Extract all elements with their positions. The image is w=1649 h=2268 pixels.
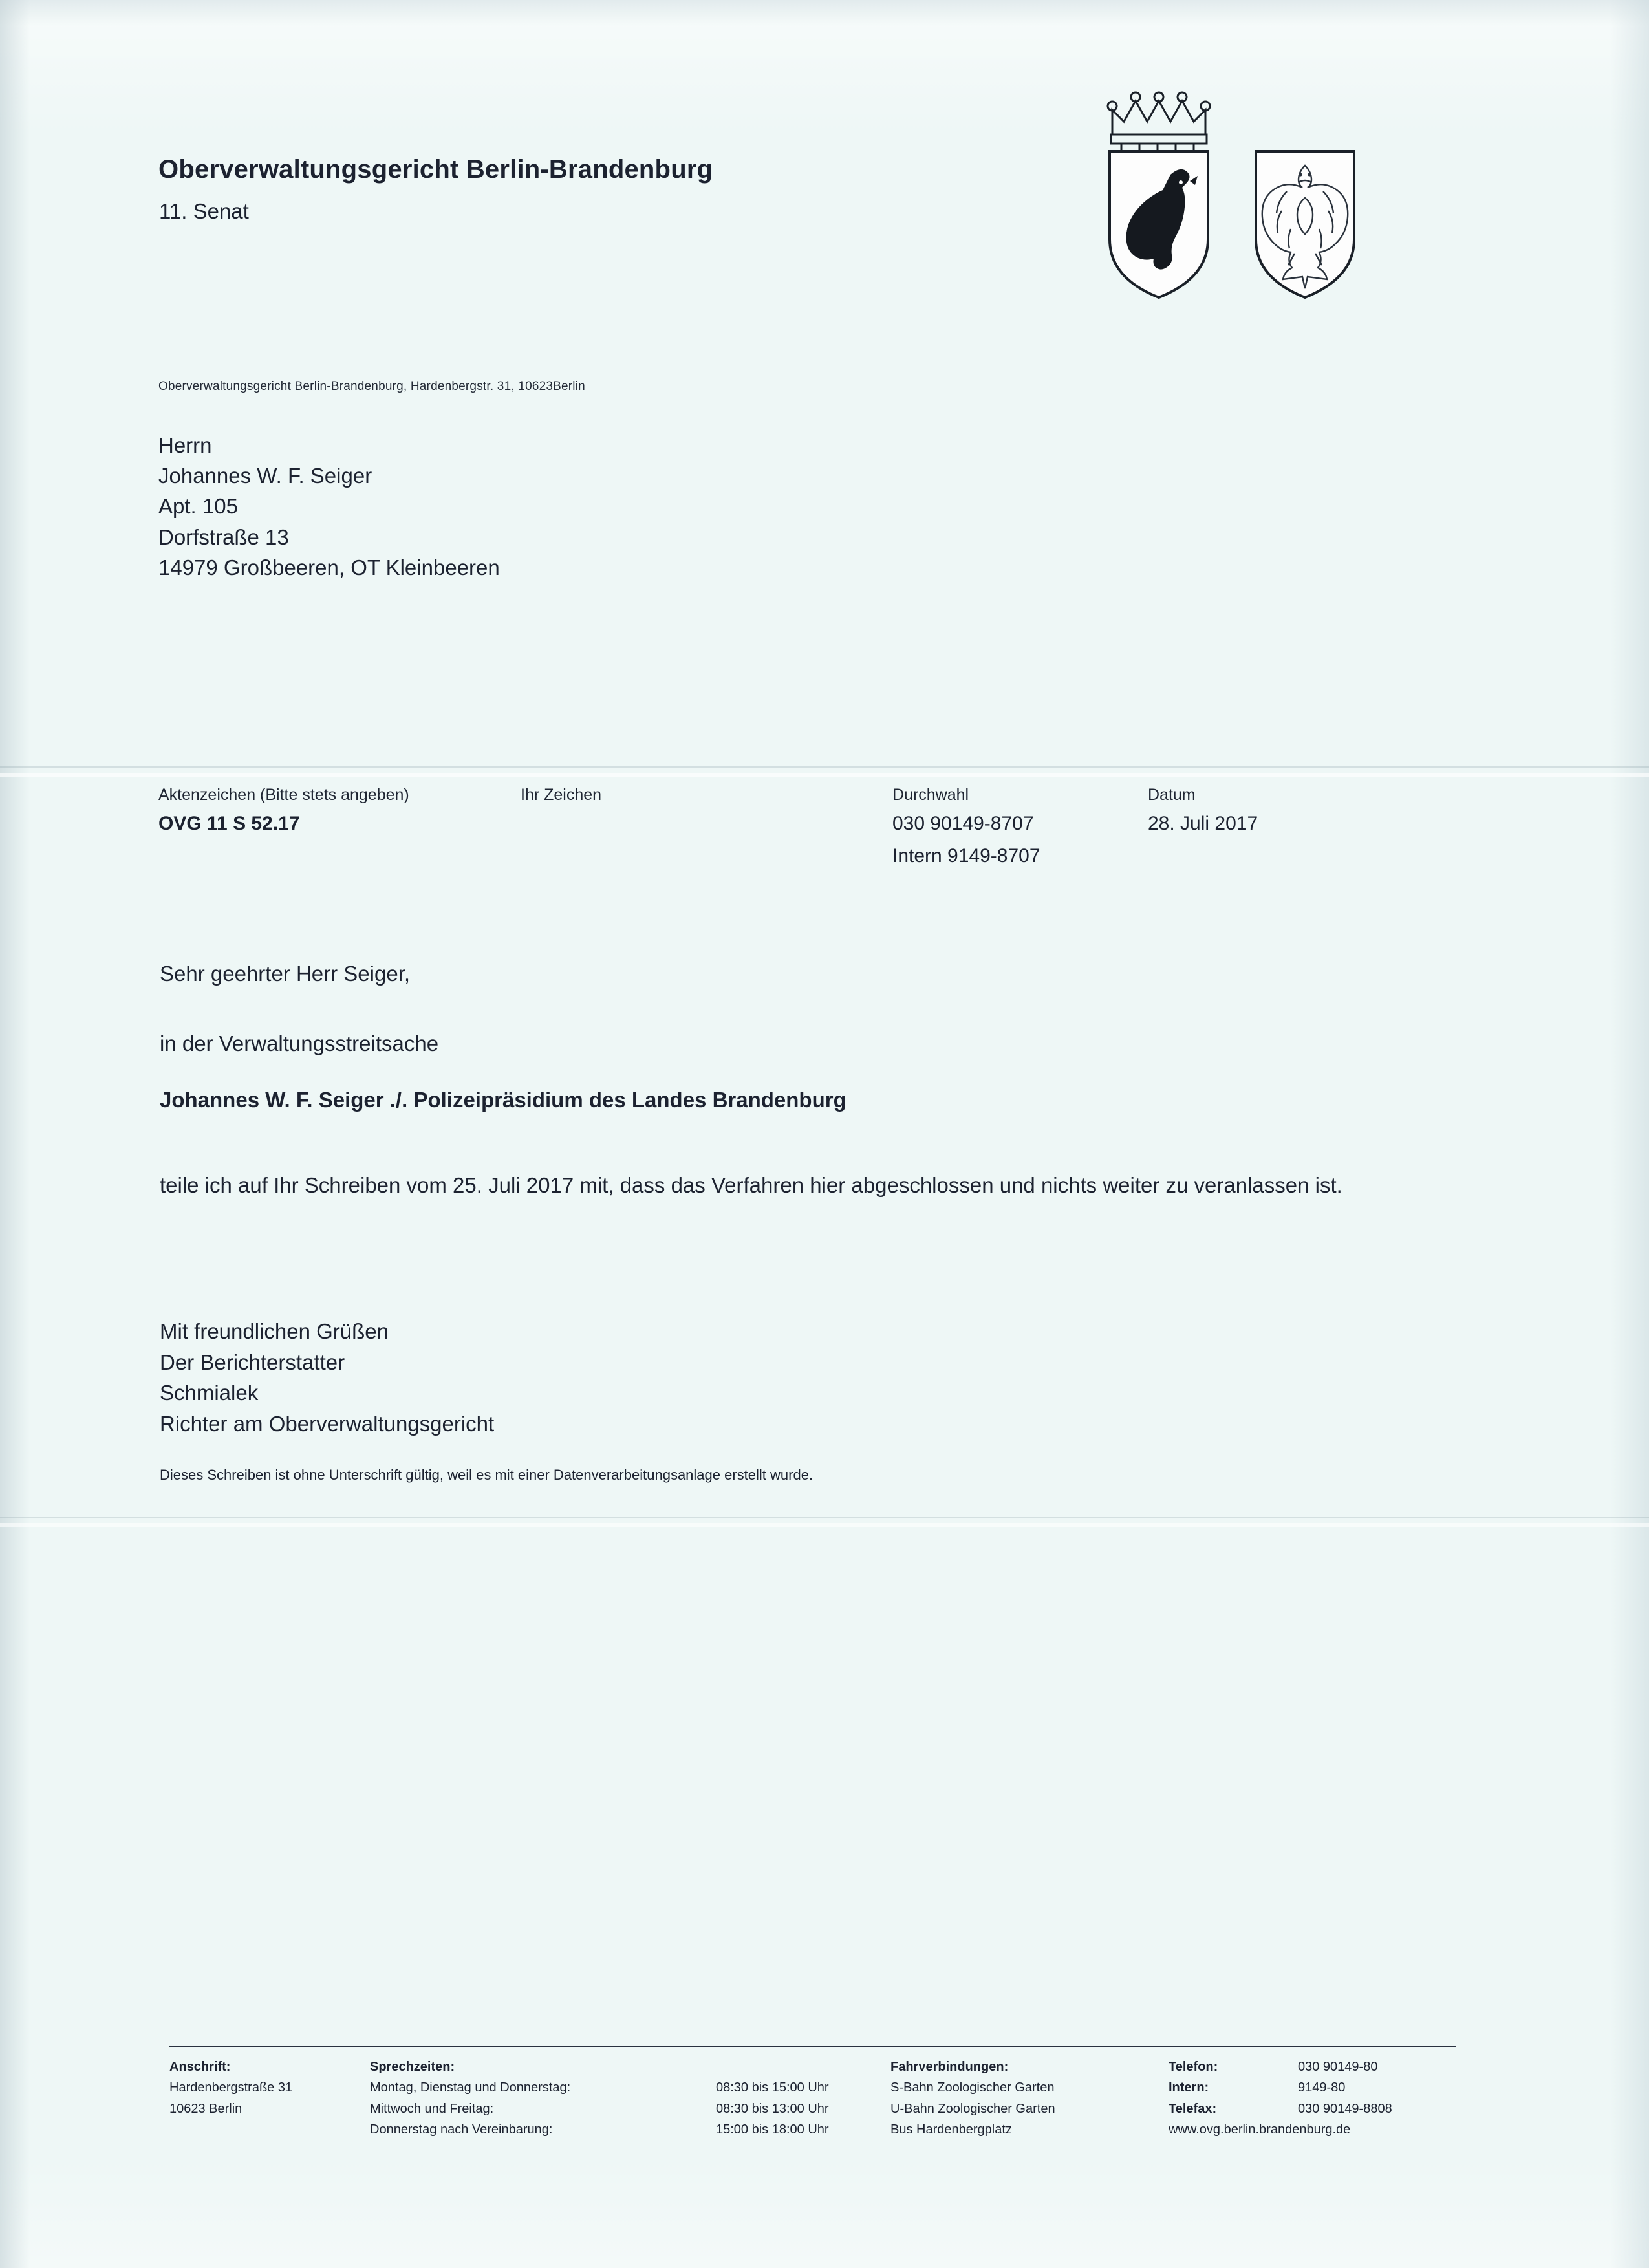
scan-fold-highlight-lower <box>0 1523 1649 1527</box>
closing-greeting: Mit freundlichen Grüßen <box>160 1319 389 1343</box>
recipient-apartment: Apt. 105 <box>158 494 238 519</box>
footer-phone-label: Telefon: <box>1169 2060 1218 2074</box>
closing-block <box>160 1316 494 1439</box>
scan-fold-highlight-upper <box>0 773 1649 777</box>
recipient-address-block <box>158 430 500 583</box>
file-number-label: Aktenzeichen (Bitte stets angeben) <box>158 786 409 804</box>
recipient-name: Johannes W. F. Seiger <box>158 464 372 488</box>
date-label: Datum <box>1148 786 1196 804</box>
footer-transit-ubahn: U-Bahn Zoologischer Garten <box>890 2101 1055 2116</box>
direct-dial-label: Durchwahl <box>892 786 969 804</box>
letter-paragraph: teile ich auf Ihr Schreiben vom 25. Juli 2017 mit, dass das Verfahren hier abgeschlossen und nichts weiter zu veranlassen ist. <box>160 1173 1342 1197</box>
footer-website[interactable]: www.ovg.berlin.brandenburg.de <box>1169 2122 1351 2137</box>
scan-edge-top <box>0 0 1649 26</box>
footer-hours-day-3: Donnerstag nach Vereinbarung: <box>370 2122 553 2137</box>
footer-divider <box>169 2046 1456 2047</box>
footer-hours-time-1: 08:30 bis 15:00 Uhr <box>716 2080 829 2095</box>
berlin-bear-shield <box>1110 151 1208 297</box>
closing-role-rapporteur: Der Berichterstatter <box>160 1350 345 1374</box>
footer-hours-day-1: Montag, Dienstag und Donnerstag: <box>370 2080 571 2095</box>
footer-transit-bus: Bus Hardenbergplatz <box>890 2122 1012 2137</box>
recipient-street: Dorfstraße 13 <box>158 524 289 549</box>
your-reference-label: Ihr Zeichen <box>521 786 602 804</box>
footer-address-street: Hardenbergstraße 31 <box>169 2080 293 2095</box>
footer-hours-times-column <box>716 2057 871 2141</box>
scan-fold-line-upper <box>0 766 1649 768</box>
no-signature-note: Dieses Schreiben ist ohne Unterschrift gültig, weil es mit einer Datenverarbeitungsanlage erstellt wurde. <box>160 1467 814 1483</box>
footer-hours-time-3: 15:00 bis 18:00 Uhr <box>716 2122 829 2137</box>
scan-edge-left <box>0 0 30 2268</box>
footer-transit-heading: Fahrverbindungen: <box>890 2060 1009 2074</box>
footer-hours-heading: Sprechzeiten: <box>370 2060 455 2074</box>
closing-signer-title: Richter am Oberverwaltungsgericht <box>160 1411 495 1436</box>
direct-dial-value: 030 90149-8707 <box>892 813 1034 834</box>
scan-edge-right <box>1610 0 1649 2268</box>
crown-icon <box>1108 92 1210 151</box>
matter-intro-line: in der Verwaltungsstreitsache <box>160 1031 439 1055</box>
sender-return-address: Oberverwaltungsgericht Berlin-Brandenburg, Hardenbergstr. 31, 10623Berlin <box>158 380 585 393</box>
file-number-value: OVG 11 S 52.17 <box>158 813 300 834</box>
case-parties-line: Johannes W. F. Seiger ./. Polizeipräsidium des Landes Brandenburg <box>160 1088 846 1112</box>
footer-address-heading: Anschrift: <box>169 2060 231 2074</box>
footer-hours-day-2: Mittwoch und Freitag: <box>370 2101 494 2116</box>
footer-contact-values-column <box>1298 2057 1511 2119</box>
recipient-city: 14979 Großbeeren, OT Kleinbeeren <box>158 555 500 579</box>
footer-phone-value: 030 90149-80 <box>1298 2060 1378 2074</box>
footer-address-column <box>169 2057 363 2119</box>
footer-hours-column <box>370 2057 713 2141</box>
footer-address-city: 10623 Berlin <box>169 2101 242 2116</box>
footer-intern-label: Intern: <box>1169 2080 1209 2095</box>
letter-salutation: Sehr geehrter Herr Seiger, <box>160 962 411 986</box>
footer-hours-time-2: 08:30 bis 13:00 Uhr <box>716 2101 829 2116</box>
footer-transit-sbahn: S-Bahn Zoologischer Garten <box>890 2080 1055 2095</box>
recipient-salutation-line: Herrn <box>158 433 212 457</box>
page-title: Oberverwaltungsgericht Berlin-Brandenburg <box>158 155 713 184</box>
coat-of-arms-group <box>1093 84 1455 356</box>
senate-subtitle: 11. Senat <box>159 199 249 223</box>
footer-fax-value: 030 90149-8808 <box>1298 2101 1392 2116</box>
date-value: 28. Juli 2017 <box>1148 813 1258 834</box>
closing-signer-name: Schmialek <box>160 1381 259 1405</box>
internal-dial-value: Intern 9149-8707 <box>892 845 1040 867</box>
scan-fold-line-lower <box>0 1517 1649 1518</box>
footer-intern-value: 9149-80 <box>1298 2080 1346 2095</box>
footer-transit-column <box>890 2057 1169 2141</box>
footer-fax-label: Telefax: <box>1169 2101 1217 2116</box>
brandenburg-eagle-shield <box>1256 151 1354 297</box>
